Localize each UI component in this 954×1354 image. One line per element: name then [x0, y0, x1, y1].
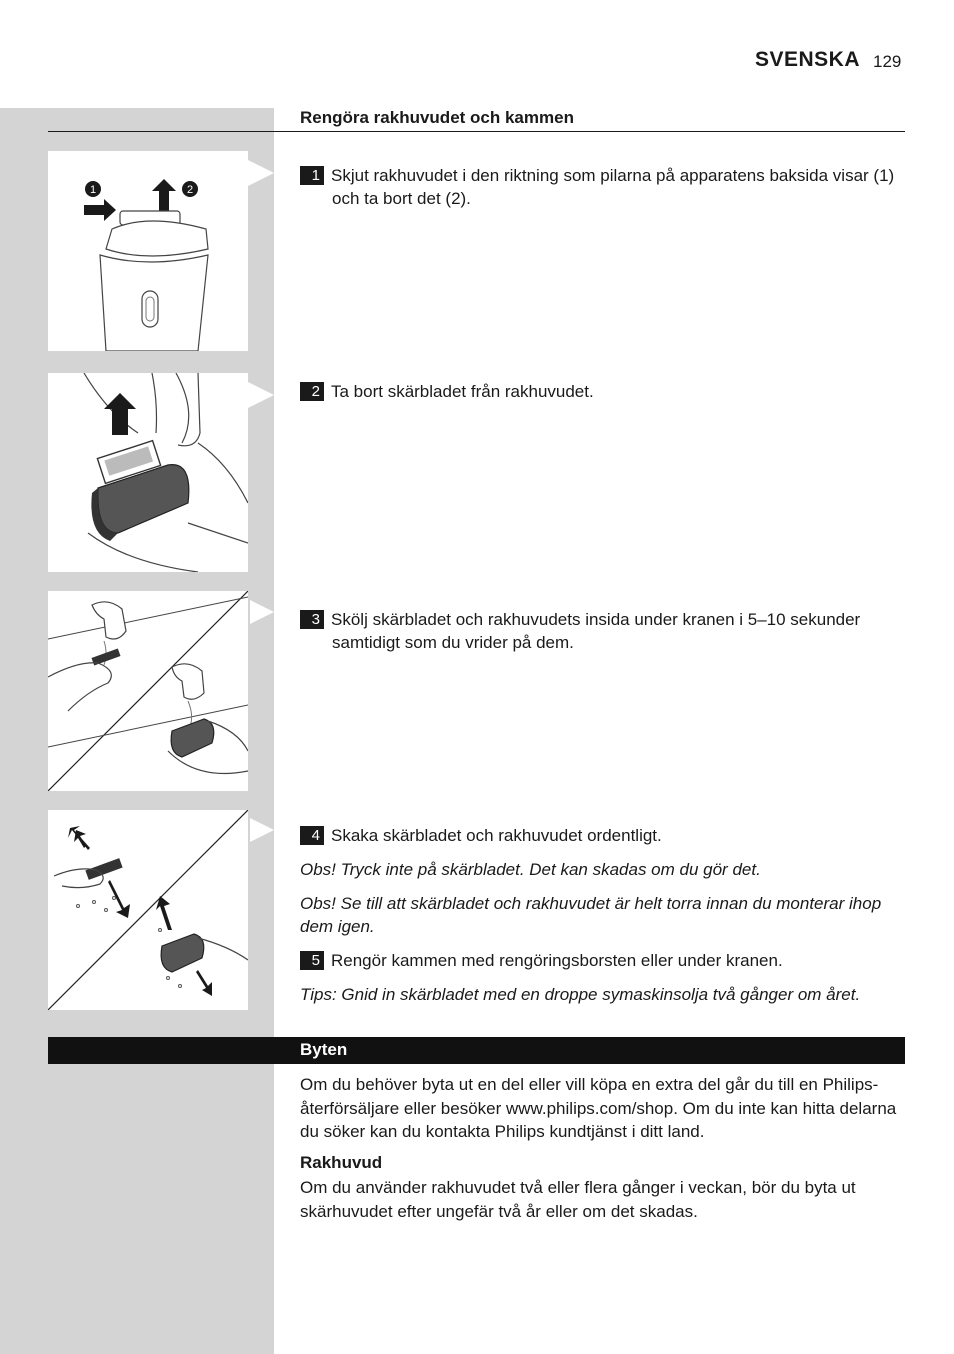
- shaving-head-text: Om du använder rakhuvudet två eller flera gånger i veckan, bör du byta ut skärhuvudet efter ungefär två år eller om det skadas.: [300, 1178, 856, 1221]
- page-number: 129: [873, 52, 902, 71]
- step-3: [300, 608, 905, 654]
- step-number: 1: [300, 166, 324, 185]
- step-text: Skölj skärbladet och rakhuvudets insida under kranen i 5–10 sekunder samtidigt som du vrider på dem.: [331, 610, 861, 652]
- step-text: Rengör kammen med rengöringsborsten eller under kranen.: [331, 951, 783, 970]
- figure-remove-shaving-head: [48, 151, 248, 351]
- replacement-intro: Om du behöver byta ut en del eller vill köpa en extra del går du till en Philips-återförsäljare eller besöker www.philips.com/shop. Om du inte kan hitta delarna du söker kan du kontakta Philips kundtjänst i ditt land.: [300, 1075, 897, 1141]
- figure-remove-foil: [48, 373, 248, 572]
- figure-shake-dry: [48, 810, 248, 1010]
- step-2: [300, 380, 905, 403]
- step-text: Ta bort skärbladet från rakhuvudet.: [331, 382, 594, 401]
- section-title-cleaning: Rengöra rakhuvudet och kammen: [300, 108, 574, 127]
- section-rule: [48, 131, 905, 132]
- step-text: Skaka skärbladet och rakhuvudet ordentligt.: [331, 826, 662, 845]
- note-dry-before-assembly: Obs! Se till att skärbladet och rakhuvudet är helt torra innan du monterar ihop dem igen.: [300, 894, 882, 936]
- figure-label-2: 2: [186, 184, 194, 196]
- language-header: SVENSKA: [754, 48, 860, 71]
- step-number: 4: [300, 826, 324, 845]
- figure-pointer: [248, 160, 274, 186]
- note-do-not-press: Obs! Tryck inte på skärbladet. Det kan skadas om du gör det.: [300, 860, 761, 879]
- step-4: [300, 824, 905, 847]
- figure-label-1: 1: [89, 184, 97, 196]
- section-bar-replacement: [48, 1037, 905, 1064]
- figure-rinse-under-tap: [48, 591, 248, 791]
- step-number: 5: [300, 951, 324, 970]
- step-5: [300, 949, 905, 972]
- step-number: 2: [300, 382, 324, 401]
- figure-pointer: [250, 600, 274, 624]
- step-number: 3: [300, 610, 324, 629]
- figure-pointer: [250, 818, 274, 842]
- subheading-shaving-head: Rakhuvud: [300, 1153, 383, 1172]
- tip-oil: Tips: Gnid in skärbladet med en droppe symaskinsolja två gånger om året.: [300, 985, 861, 1004]
- step-text: Skjut rakhuvudet i den riktning som pilarna på apparatens baksida visar (1) och ta bort det (2).: [331, 166, 895, 208]
- section-title-replacement: Byten: [300, 1040, 348, 1059]
- step-1: [300, 164, 905, 210]
- figure-pointer: [248, 382, 274, 408]
